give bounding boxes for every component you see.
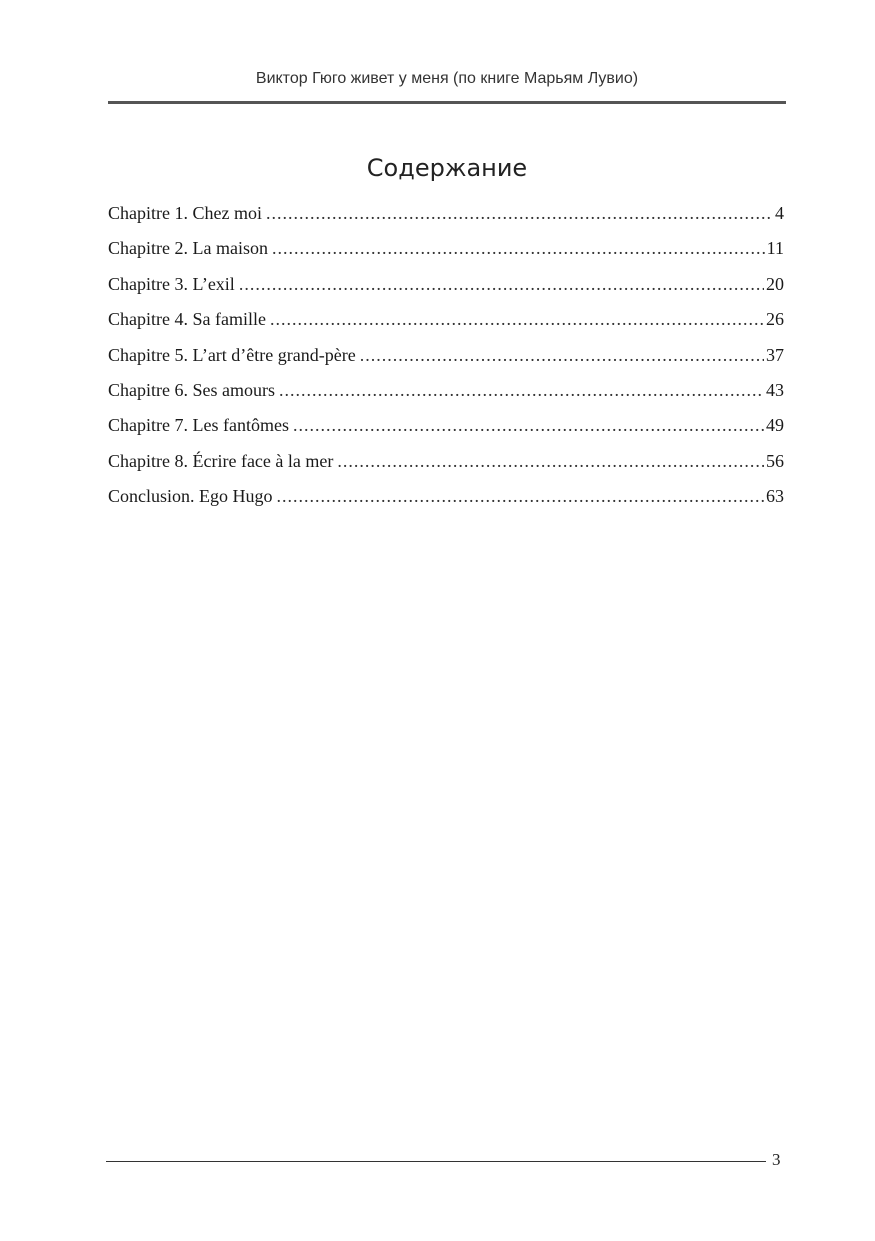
toc-entry-page: 4 xyxy=(775,203,784,223)
toc-entry-chapter-5[interactable] xyxy=(108,338,784,373)
dot-leader xyxy=(279,373,764,408)
toc-entry-title: Conclusion. Ego Hugo xyxy=(108,486,273,507)
toc-entry-page: 26 xyxy=(766,309,784,330)
toc-entry-page: 20 xyxy=(766,273,784,294)
toc-entry-title: Chapitre 4. Sa famille xyxy=(108,309,266,330)
dot-leader xyxy=(266,196,773,231)
toc-entry-page: 63 xyxy=(766,486,784,507)
toc-entry-page: 37 xyxy=(766,344,784,365)
toc-entry-chapter-7[interactable] xyxy=(108,408,784,443)
toc-entry-chapter-3[interactable] xyxy=(108,267,784,302)
toc-entry-page: 11 xyxy=(766,238,784,259)
dot-leader xyxy=(337,444,764,479)
toc-entry-title: Chapitre 8. Écrire face à la mer xyxy=(108,450,334,471)
dot-leader xyxy=(270,302,764,337)
dot-leader xyxy=(293,408,764,443)
dot-leader xyxy=(360,338,764,373)
toc-entry-page: 49 xyxy=(766,415,784,436)
toc-entry-conclusion[interactable] xyxy=(108,479,784,514)
dot-leader xyxy=(277,479,765,514)
toc-entry-title: Chapitre 7. Les fantômes xyxy=(108,415,289,436)
footer-divider xyxy=(106,1161,766,1162)
header-divider xyxy=(108,101,786,104)
dot-leader xyxy=(272,231,765,266)
toc-entry-chapter-8[interactable] xyxy=(108,444,784,479)
page-number: 3 xyxy=(772,1150,781,1169)
dot-leader xyxy=(239,267,764,302)
toc-entry-page: 56 xyxy=(766,450,784,471)
toc-entry-page: 43 xyxy=(766,379,784,400)
toc-entry-chapter-1[interactable] xyxy=(108,196,784,231)
toc-entry-chapter-2[interactable] xyxy=(108,231,784,266)
toc-entry-title: Chapitre 2. La maison xyxy=(108,238,268,259)
toc-title: Содержание xyxy=(366,154,528,183)
toc-entry-title: Chapitre 3. L’exil xyxy=(108,273,235,294)
toc-entry-chapter-6[interactable] xyxy=(108,373,784,408)
toc-entry-title: Chapitre 1. Chez moi xyxy=(108,203,262,223)
running-header: Виктор Гюго живет у меня (по книге Марьям Лувио) xyxy=(255,70,639,87)
toc-entry-title: Chapitre 6. Ses amours xyxy=(108,379,275,400)
table-of-contents xyxy=(108,196,784,515)
toc-entry-chapter-4[interactable] xyxy=(108,302,784,337)
toc-entry-title: Chapitre 5. L’art d’être grand-père xyxy=(108,344,356,365)
